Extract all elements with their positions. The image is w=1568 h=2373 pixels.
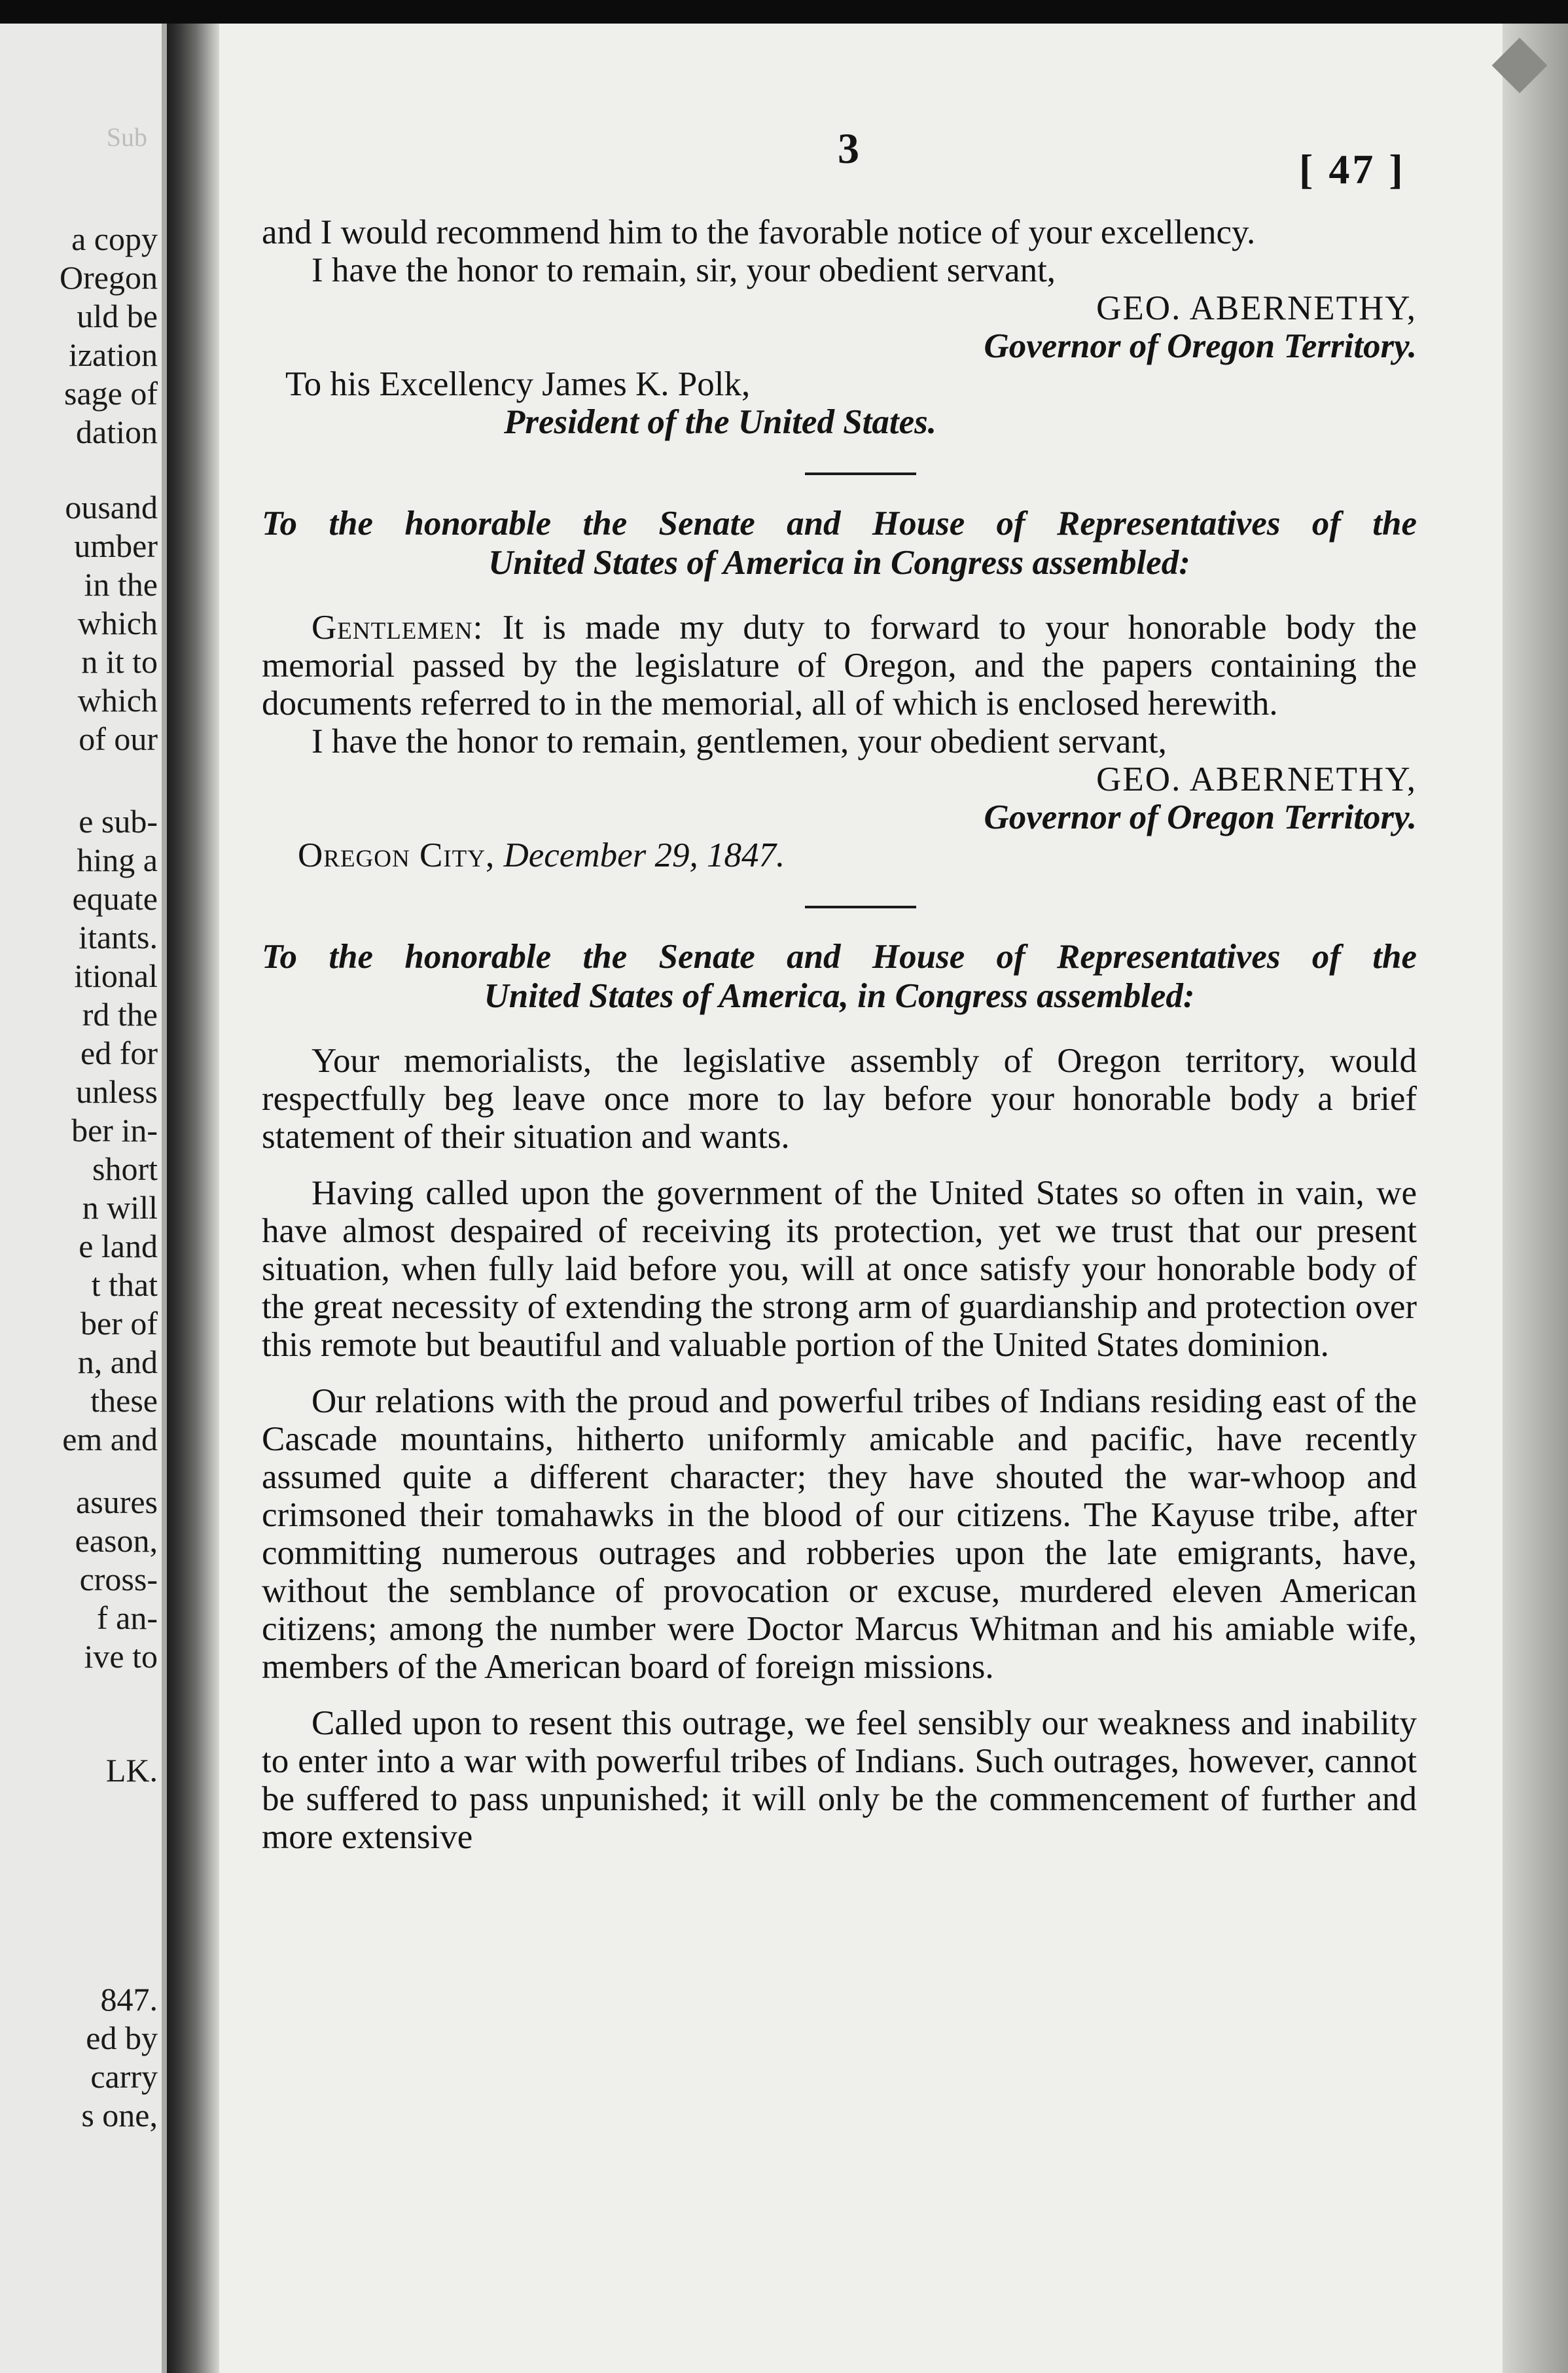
facing-line: hing a <box>77 842 158 878</box>
page-body <box>262 213 1417 1856</box>
facing-line: carry <box>90 2058 158 2095</box>
facing-line: umber <box>74 527 158 564</box>
facing-line: equate <box>72 880 158 917</box>
heading-line: United States of America in Congress assembled: <box>488 544 1190 582</box>
facing-line: ber in- <box>71 1112 158 1149</box>
signature-name: GEO. ABERNETHY, <box>1096 289 1417 327</box>
memorial-paragraph: Having called upon the government of the United States so often in vain, we have almost despaired of receiving its protection, yet we trust that our present situation, when fully laid before you, will at once satisfy your honorable body of the great necessity of extending the strong arm of guardianship and protection over this remote but beautiful and valuable portion of the United States dominion. <box>262 1174 1417 1364</box>
addressee-line: To his Excellency James K. Polk, <box>285 365 751 403</box>
facing-text-block <box>0 1483 158 1676</box>
letter-heading <box>262 504 1417 582</box>
facing-line: a copy <box>71 221 158 257</box>
facing-line: itional <box>74 957 158 994</box>
facing-line: these <box>90 1382 158 1419</box>
facing-line: 847. <box>100 1981 158 2018</box>
divider-rule <box>805 906 916 908</box>
facing-line: uld be <box>77 298 158 334</box>
facing-line: n will <box>82 1189 158 1226</box>
facing-text-block <box>0 220 158 452</box>
facing-line: ousand <box>65 489 158 526</box>
body-text: It is made my duty to forward to your honorable body the memorial passed by the legislature of Oregon, and the papers containing the documents referred to in the memorial, all of which is enclosed herewith. <box>262 609 1417 723</box>
spacer <box>262 1016 1417 1042</box>
spacer <box>262 1156 1417 1174</box>
date: December 29, 1847. <box>503 836 785 874</box>
section-divider <box>262 441 1417 504</box>
facing-line: t that <box>91 1266 158 1303</box>
facing-line: cross- <box>79 1561 158 1597</box>
section-divider <box>262 874 1417 937</box>
facing-text-block <box>0 1751 158 1790</box>
letter-continuation: and I would recommend him to the favorable notice of your excellency. <box>262 213 1256 251</box>
facing-line: e sub- <box>79 803 158 840</box>
facing-line: in the <box>84 566 158 603</box>
facing-line: ed by <box>86 2020 158 2056</box>
letter-closing: I have the honor to remain, gentlemen, your obedient servant, <box>312 723 1167 760</box>
facing-line: itants. <box>79 919 158 955</box>
document-number: [ 47 ] <box>1299 146 1406 192</box>
page-number: 3 <box>838 125 859 173</box>
facing-line: e land <box>79 1228 158 1264</box>
facing-line: short <box>92 1151 158 1187</box>
facing-line: s one, <box>81 2097 158 2133</box>
signature-title: Governor of Oregon Territory. <box>984 327 1417 365</box>
memorial-paragraph: Called upon to resent this outrage, we feel sensibly our weakness and inability to enter into a war with powerful tribes of Indians. Such outrages, however, cannot be suffered to pass unpunished; it will only be the commencement of further and more extensive <box>262 1704 1417 1856</box>
facing-line: em and <box>62 1421 158 1457</box>
memorial-paragraph: Your memorialists, the legislative assembly of Oregon territory, would respectfully beg leave once more to lay before your honorable body a brief statement of their situation and wants. <box>262 1042 1417 1156</box>
memorial-paragraph: Our relations with the proud and powerful tribes of Indians residing east of the Cascade mountains, hitherto uniformly amicable and pacific, have recently assumed quite a different character; they have shouted the war-whoop and crimsoned their tomahawks in the blood of our citizens. The Kayuse tribe, after committing numerous outrages and robberies upon the late emigrants, have, without the semblance of provocation or excuse, murdered eleven American citizens; among the number were Doctor Marcus Whitman and his amiable wife, members of the American board of foreign missions. <box>262 1382 1417 1686</box>
facing-text-block <box>0 1980 158 2135</box>
facing-line: asures <box>76 1484 158 1520</box>
spacer <box>262 1364 1417 1382</box>
facing-line: ive to <box>84 1638 158 1675</box>
letter-closing: I have the honor to remain, sir, your obedient servant, <box>312 251 1056 289</box>
signature-title: Governor of Oregon Territory. <box>984 798 1417 836</box>
heading-line: To the honorable the Senate and House of Representatives of the <box>262 505 1417 543</box>
facing-line: which <box>77 605 158 641</box>
facing-line: rd the <box>82 996 158 1033</box>
book-gutter <box>167 24 219 2373</box>
facing-line: ed for <box>80 1035 158 1071</box>
facing-line: unless <box>76 1073 158 1110</box>
facing-line: ber of <box>80 1305 158 1342</box>
facing-line: n, and <box>77 1344 158 1380</box>
bleed-through-mark: Sub <box>106 122 147 152</box>
place: Oregon City, <box>298 836 495 874</box>
page-edge-shadow <box>1503 24 1568 2373</box>
facing-line: Oregon <box>60 259 158 296</box>
facing-line: f an- <box>97 1599 158 1636</box>
facing-line: which <box>77 682 158 719</box>
spacer <box>262 582 1417 609</box>
facing-page-edge <box>162 24 167 2373</box>
facing-line: of our <box>79 721 158 757</box>
facing-line: sage of <box>64 375 158 412</box>
scan-top-border <box>0 0 1568 24</box>
facing-text-block <box>0 488 158 758</box>
facing-page-fragment <box>0 24 167 2373</box>
memorial-heading <box>262 937 1417 1016</box>
facing-text-block <box>0 802 158 1459</box>
spacer <box>262 1686 1417 1704</box>
salutation: Gentlemen: <box>312 609 484 647</box>
facing-line: dation <box>76 414 158 450</box>
heading-line: To the honorable the Senate and House of Representatives of the <box>262 938 1417 976</box>
heading-line: United States of America, in Congress assembled: <box>484 977 1195 1015</box>
addressee-title: President of the United States. <box>504 403 937 441</box>
facing-line: eason, <box>75 1522 158 1559</box>
facing-line: LK. <box>105 1752 158 1789</box>
facing-line: n it to <box>81 643 158 680</box>
dateline <box>262 836 1417 874</box>
divider-rule <box>805 473 916 475</box>
facing-line: ization <box>68 336 158 373</box>
letter-body <box>262 609 1417 723</box>
signature-name: GEO. ABERNETHY, <box>1096 760 1417 798</box>
